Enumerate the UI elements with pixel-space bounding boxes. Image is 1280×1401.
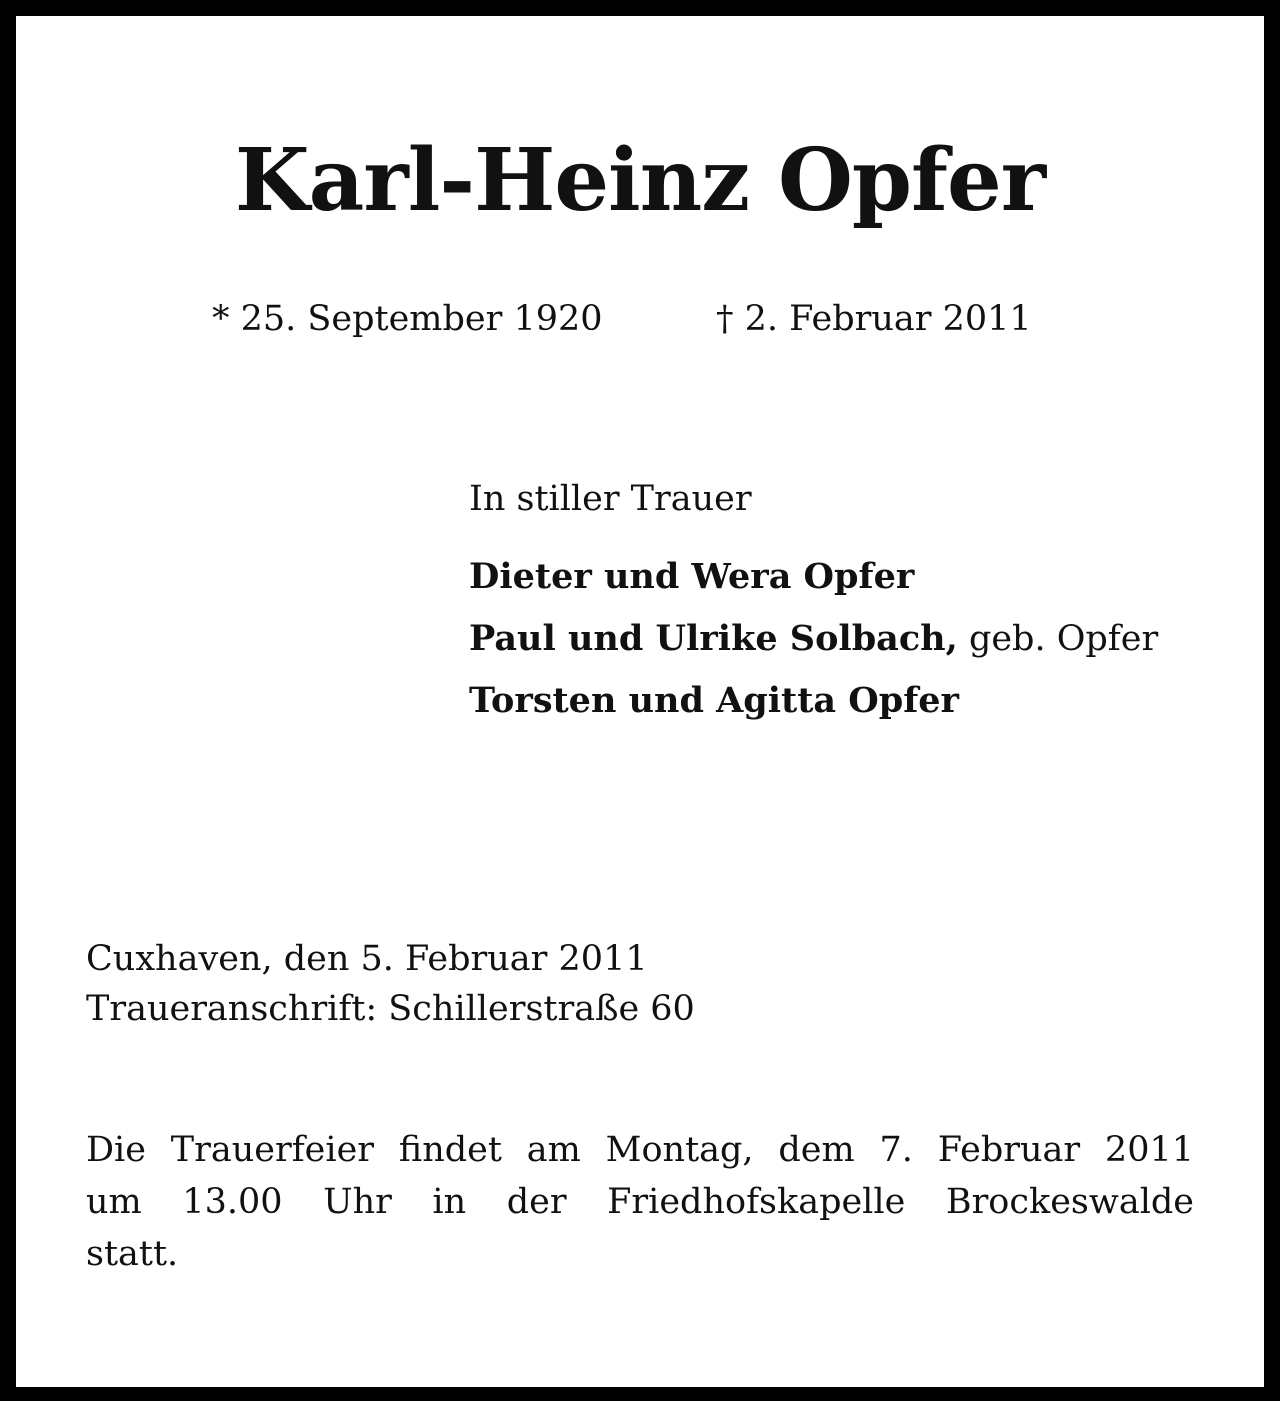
mourner-entry [469, 546, 1158, 608]
mourner-entry [469, 670, 1158, 732]
birth-date: * 25. September 1920 [212, 299, 603, 339]
mourner-entry [469, 608, 1158, 670]
deceased-name: Karl-Heinz Opfer [234, 130, 1046, 231]
mourning-address: Traueranschrift: Schillerstraße 60 [86, 989, 695, 1029]
mourners-list [469, 546, 1158, 732]
place-date: Cuxhaven, den 5. Februar 2011 [86, 939, 648, 979]
place-and-address [86, 934, 695, 1034]
mourner-name: Paul und Ulrike Solbach, [469, 618, 958, 659]
service-line: Die Trauerfeier findet am Montag, dem 7. Februar 2011 [86, 1130, 1194, 1170]
mourner-name: Dieter und Wera Opfer [469, 556, 915, 597]
death-date: † 2. Februar 2011 [716, 299, 1032, 339]
service-line: um 13.00 Uhr in der Friedhofskapelle Brockeswalde [86, 1182, 1194, 1222]
service-line: statt. [86, 1234, 179, 1274]
funeral-service-info [86, 1124, 1194, 1280]
mourner-suffix: geb. Opfer [957, 619, 1159, 659]
mourner-name: Torsten und Agitta Opfer [469, 680, 959, 721]
mourning-line: In stiller Trauer [469, 479, 752, 519]
